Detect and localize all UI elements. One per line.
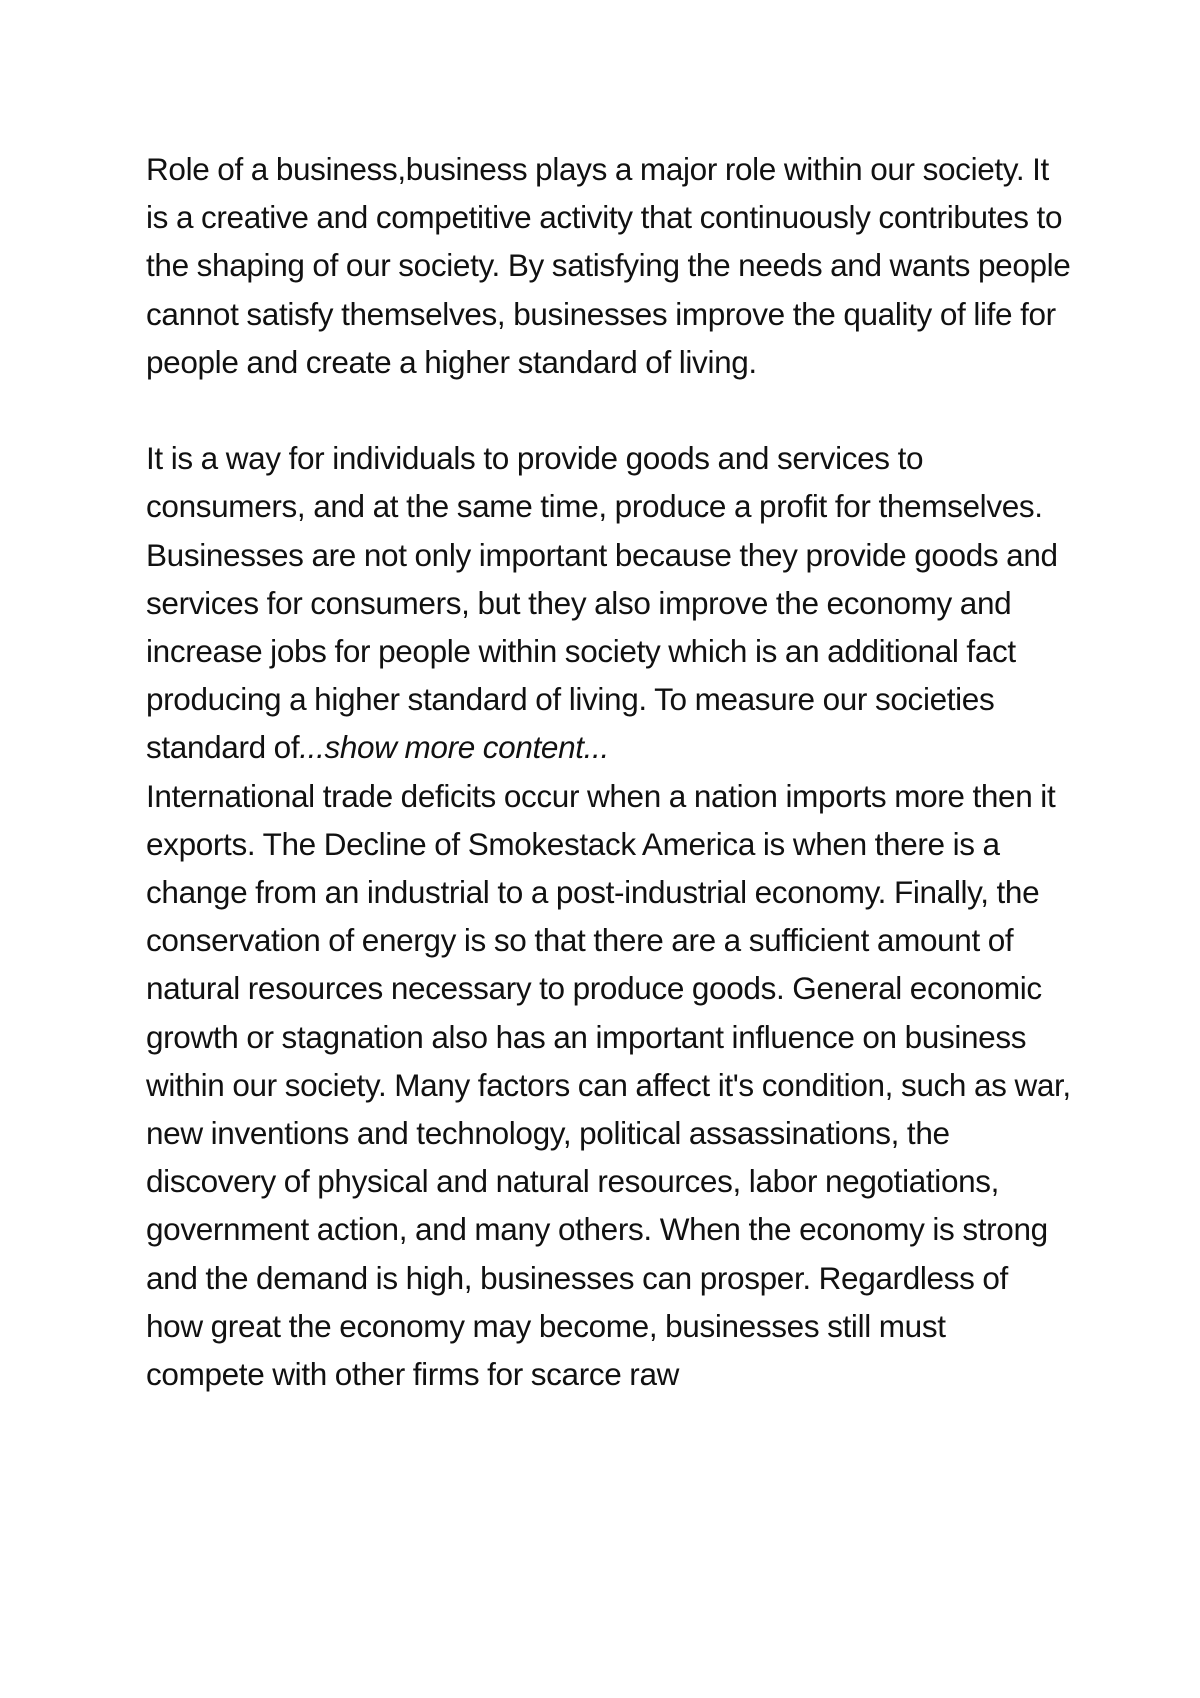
paragraph-individuals-goods-text: It is a way for individuals to provide goods and services to consumers, and at the same time, produce a profit for themselves. Businesses are not only important because they provide goods and services for consumers, but they also improve the economy and increase jobs for people within society which is an additional fact producing a higher standard of living. To measure our societies standard of <box>146 440 1058 766</box>
paragraph-individuals-goods <box>146 434 1071 771</box>
document-body <box>146 145 1071 1398</box>
show-more-link[interactable]: ...show more content... <box>299 729 609 766</box>
paragraph-spacer <box>146 386 1071 434</box>
paragraph-role-of-business: Role of a business,business plays a major role within our society. It is a creative and competitive activity that continuously contributes to the shaping of our society. By satisfying the needs and wants people cannot satisfy themselves, businesses improve the quality of life for people and create a higher standard of living. <box>146 151 1071 380</box>
paragraph-trade-deficits: International trade deficits occur when a nation imports more then it exports. The Decline of Smokestack America is when there is a change from an industrial to a post-industrial economy. Finally, the conservation of energy is so that there are a sufficient amount of natural resources necessary to produce goods. General economic growth or stagnation also has an important influence on business within our society. Many factors can affect it's condition, such as war, new inventions and technology, political assassinations, the discovery of physical and natural resources, labor negotiations, government action, and many others. When the economy is strong and the demand is high, businesses can prosper. Regardless of how great the economy may become, businesses still must compete with other firms for scarce raw <box>146 777 1071 1393</box>
